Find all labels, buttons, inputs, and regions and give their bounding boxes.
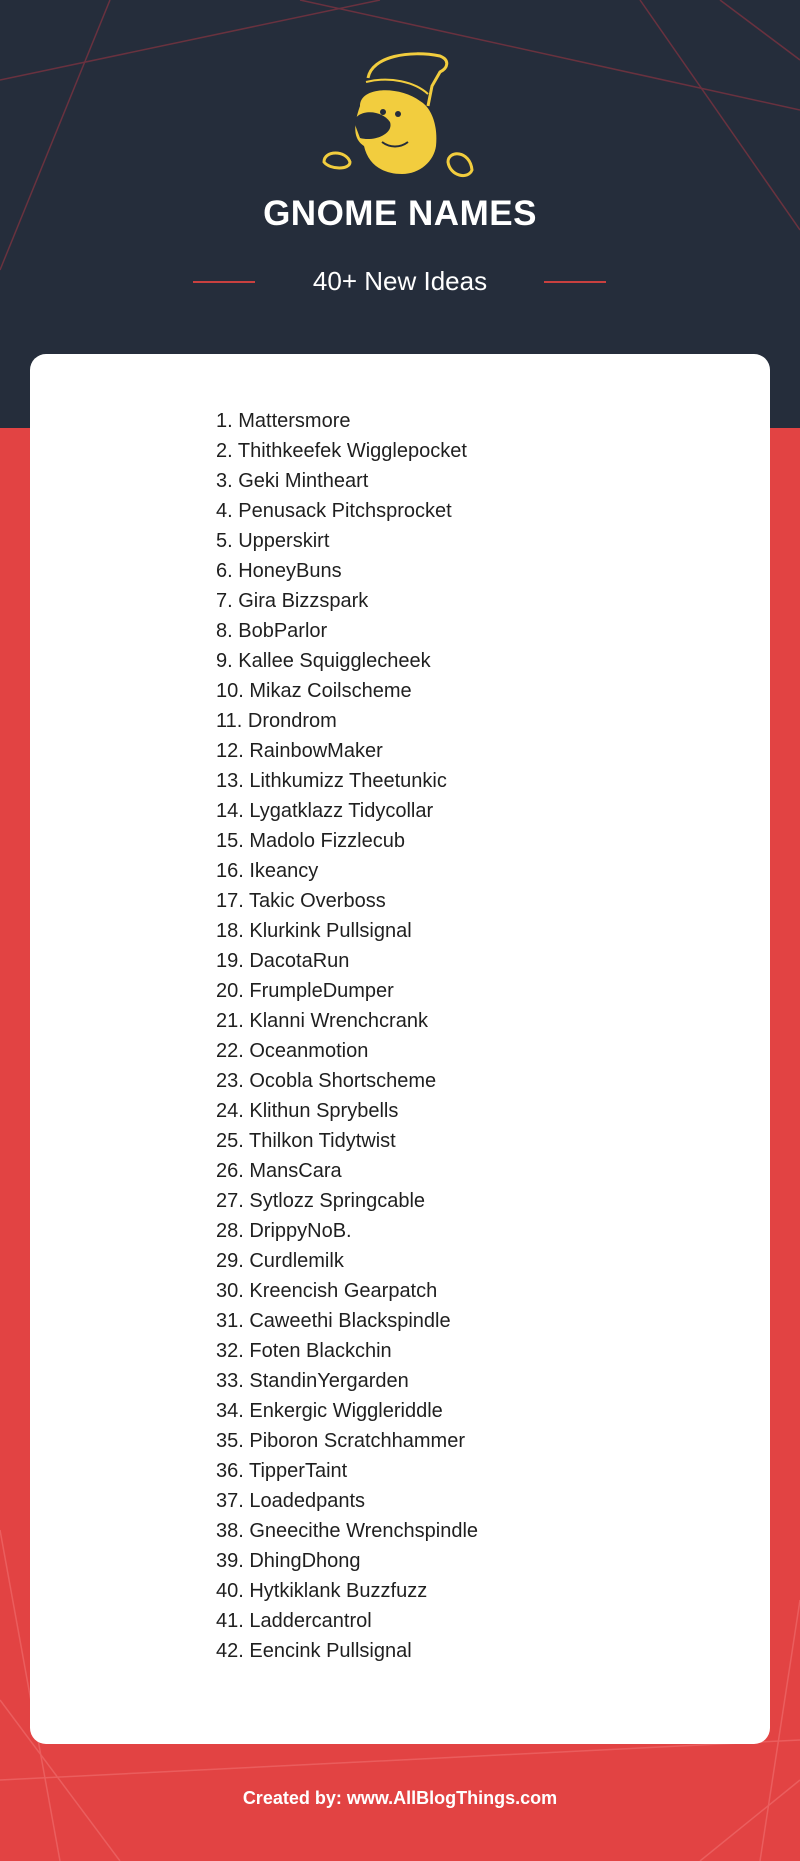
list-item: 20. FrumpleDumper	[216, 980, 394, 1002]
list-item: 16. Ikeancy	[216, 860, 319, 882]
list-item: 10. Mikaz Coilscheme	[216, 680, 412, 702]
list-item: 8. BobParlor	[216, 620, 328, 642]
list-item: 30. Kreencish Gearpatch	[216, 1280, 438, 1302]
list-item: 22. Oceanmotion	[216, 1040, 369, 1062]
list-item: 18. Klurkink Pullsignal	[216, 920, 412, 942]
list-item: 4. Penusack Pitchsprocket	[216, 500, 452, 522]
page-title: GNOME NAMES	[263, 194, 537, 233]
list-item: 14. Lygatklazz Tidycollar	[216, 800, 434, 822]
list-item: 12. RainbowMaker	[216, 740, 383, 762]
list-item: 21. Klanni Wrenchcrank	[216, 1010, 428, 1032]
list-item: 38. Gneecithe Wrenchspindle	[216, 1520, 479, 1542]
list-item: 29. Curdlemilk	[216, 1250, 344, 1272]
list-item: 9. Kallee Squigglecheek	[216, 650, 431, 672]
list-item: 25. Thilkon Tidytwist	[216, 1130, 396, 1152]
gnome-face-icon	[320, 46, 480, 182]
list-item: 1. Mattersmore	[216, 410, 351, 432]
list-item: 28. DrippyNoB.	[216, 1220, 352, 1242]
list-item: 41. Laddercantrol	[216, 1610, 372, 1632]
list-item: 37. Loadedpants	[216, 1490, 366, 1512]
list-item: 42. Eencink Pullsignal	[216, 1640, 412, 1662]
footer-credit: Created by: www.AllBlogThings.com	[242, 1788, 558, 1808]
list-item: 3. Geki Mintheart	[216, 470, 369, 492]
list-item: 40. Hytkiklank Buzzfuzz	[216, 1580, 428, 1602]
list-item: 6. HoneyBuns	[216, 560, 342, 582]
list-item: 7. Gira Bizzspark	[216, 590, 369, 612]
list-item: 34. Enkergic Wiggleriddle	[216, 1400, 443, 1422]
list-item: 23. Ocobla Shortscheme	[216, 1070, 437, 1092]
list-item: 26. MansCara	[216, 1160, 342, 1182]
names-list	[216, 406, 478, 1666]
list-item: 2. Thithkeefek Wigglepocket	[216, 440, 467, 462]
list-item: 11. Drondrom	[216, 710, 337, 732]
list-item: 17. Takic Overboss	[216, 890, 386, 912]
list-item: 36. TipperTaint	[216, 1460, 348, 1482]
list-item: 5. Upperskirt	[216, 530, 330, 552]
list-item: 39. DhingDhong	[216, 1550, 361, 1572]
list-item: 19. DacotaRun	[216, 950, 350, 972]
names-card	[30, 354, 770, 1744]
list-item: 35. Piboron Scratchhammer	[216, 1430, 466, 1452]
list-item: 24. Klithun Sprybells	[216, 1100, 399, 1122]
list-item: 13. Lithkumizz Theetunkic	[216, 770, 447, 792]
list-item: 31. Caweethi Blackspindle	[216, 1310, 451, 1332]
divider-right	[544, 281, 606, 283]
subtitle: 40+ New Ideas	[312, 266, 488, 296]
list-item: 27. Sytlozz Springcable	[216, 1190, 426, 1212]
list-item: 32. Foten Blackchin	[216, 1340, 392, 1362]
list-item: 15. Madolo Fizzlecub	[216, 830, 405, 852]
list-item: 33. StandinYergarden	[216, 1370, 409, 1392]
